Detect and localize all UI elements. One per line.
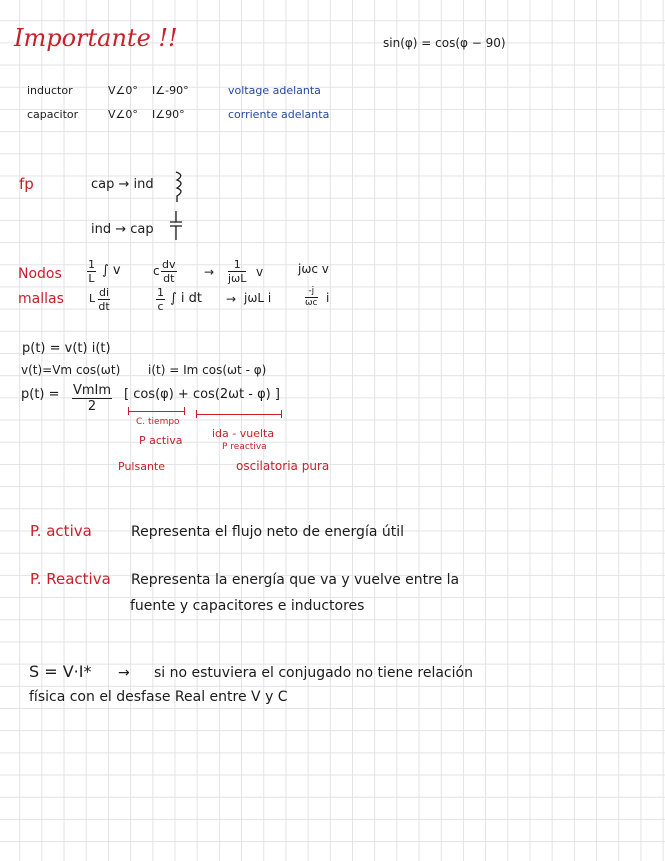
reactive-power-label: P reactiva — [222, 442, 267, 452]
mallas-capacitor-integral: ∫ i dt — [170, 291, 202, 306]
implication-arrow: → — [118, 665, 130, 681]
active-power-term: P. activa — [30, 522, 92, 540]
mallas-inductor-impedance: jωL i — [244, 291, 272, 305]
mallas-current-var: i — [326, 291, 330, 305]
inductor-symbol — [172, 170, 188, 204]
component-name: inductor — [27, 84, 73, 97]
voltage-phasor: V∠0° — [108, 108, 138, 121]
reactive-power-definition-line1: Representa la energía que va y vuelve entre la — [131, 572, 460, 588]
current-function: i(t) = Im cos(ωt - φ) — [148, 363, 267, 377]
phase-note: voltage adelanta — [228, 84, 321, 97]
nodos-capacitor-admittance: jωc v — [298, 262, 329, 276]
constant-term-brace — [128, 411, 185, 412]
brace-tick — [281, 410, 282, 418]
fp-label: fp — [19, 175, 34, 193]
mallas-label: mallas — [18, 291, 64, 307]
power-expansion-label: p(t) = — [21, 387, 60, 402]
mallas-arrow: → — [226, 292, 237, 306]
reactive-power-definition-line2: fuente y capacitores e inductores — [130, 598, 365, 614]
oscillating-term-brace — [196, 414, 282, 415]
nodos-voltage-var: v — [256, 265, 264, 279]
ida-vuelta-label: ida - vuelta — [212, 427, 275, 440]
component-name: capacitor — [27, 108, 79, 121]
brace-tick — [128, 407, 129, 415]
pulsante-label: Pulsante — [118, 460, 165, 473]
power-definition: p(t) = v(t) i(t) — [22, 341, 111, 356]
nodos-derivative: $\frac{dv}{dt}$ — [162, 258, 176, 285]
mallas-derivative: $\frac{di}{dt}$ — [98, 286, 110, 313]
active-power-label: P activa — [139, 434, 183, 447]
capacitor-symbol — [168, 210, 184, 242]
nodos-label: Nodos — [18, 266, 62, 282]
page-title: Importante !! — [14, 24, 178, 52]
conjugate-note-line2: física con el desfase Real entre V y C — [29, 689, 288, 705]
power-bracket: [ cos(φ) + cos(2ωt - φ) ] — [124, 387, 280, 402]
voltage-function: v(t)=Vm cos(ωt) — [21, 363, 121, 377]
conjugate-note-line1: si no estuviera el conjugado no tiene relación — [154, 665, 473, 681]
mallas-inductor-coeff: L — [89, 292, 96, 305]
nodos-arrow: → — [204, 265, 215, 279]
apparent-power-formula: S = V·I* — [29, 662, 92, 681]
nodos-impedance-fraction: 1 jωL — [228, 258, 247, 285]
current-phasor: I∠-90° — [152, 84, 189, 97]
nodos-capacitor-coeff: c — [153, 264, 160, 278]
current-phasor: I∠90° — [152, 108, 185, 121]
brace-tick — [196, 410, 197, 418]
phase-note: corriente adelanta — [228, 108, 330, 121]
nodos-inductor-coeff: $\frac{1}{L}$ — [88, 258, 95, 285]
fp-ind-to-cap: ind → cap — [91, 222, 154, 237]
mallas-capacitor-coeff: $\frac{1}{c}$ — [157, 286, 164, 313]
fp-cap-to-ind: cap → ind — [91, 177, 154, 192]
trig-identity: sin(φ) = cos(φ − 90) — [383, 36, 506, 50]
oscillatory-label: oscilatoria pura — [236, 459, 330, 473]
voltage-phasor: V∠0° — [108, 84, 138, 97]
active-power-definition: Representa el flujo neto de energía útil — [131, 524, 405, 540]
mallas-capacitor-impedance: $\frac{-j}{\omega c}$ — [305, 286, 318, 308]
nodos-inductor-integral: ∫ v — [102, 263, 121, 278]
amplitude-fraction: VmIm 2 — [73, 383, 112, 414]
constant-time-label: C. tiempo — [136, 417, 180, 427]
reactive-power-term: P. Reactiva — [30, 570, 111, 588]
brace-tick — [184, 407, 185, 415]
